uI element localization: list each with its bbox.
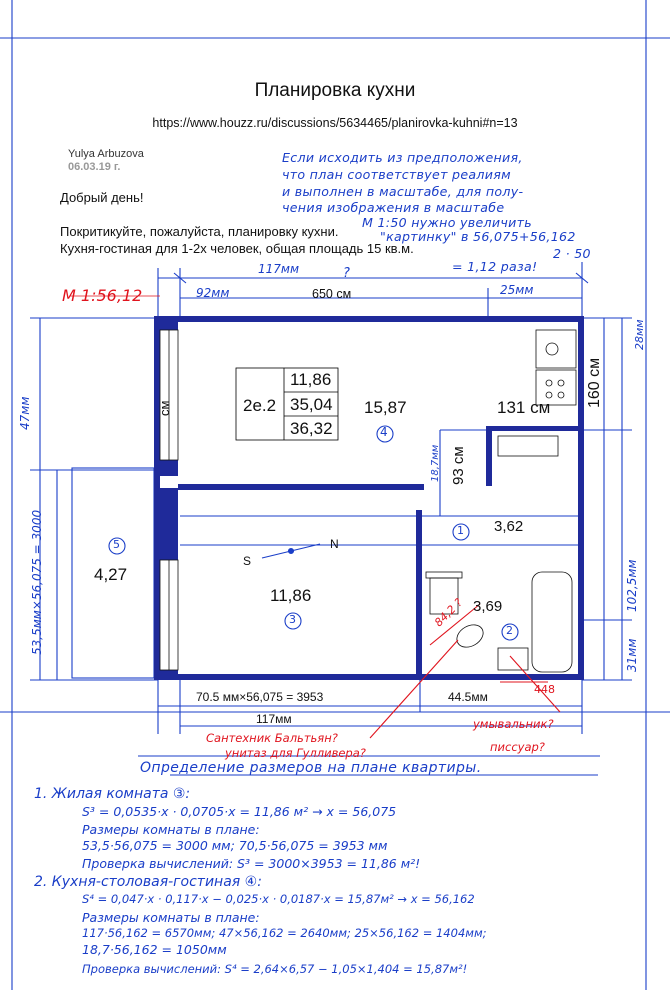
kitchen-area: 15,87 — [364, 398, 407, 417]
bath-dim: 84,2 ? — [432, 596, 466, 630]
calc-item1-line1: S³ = 0,0535·x · 0,0705·x = 11,86 м² → x = 56,075 — [82, 804, 397, 819]
note-line-4: чения изображения в масштабе — [282, 200, 505, 215]
note-line-6: "картинку" в 56,075+56,162 — [380, 229, 576, 244]
dim-bottom-117: 117мм — [256, 712, 292, 726]
dim-93: 93 см — [450, 446, 467, 485]
source-url[interactable]: https://www.houzz.ru/discussions/5634465/planirovka-kuhni#n=13 — [152, 116, 518, 130]
calc-heading: Определение размеров на плане квартиры. — [140, 760, 482, 776]
calc-item2-title: 2. Кухня-столовая-гостиная ④: — [34, 874, 262, 890]
dim-cm-label: см — [157, 400, 172, 416]
red-note-3: умывальник? — [473, 717, 554, 731]
room-table-label: 2е.2 — [243, 396, 277, 415]
note-line-1: Если исходить из предположения, — [282, 150, 523, 165]
dim-top-question: ? — [343, 266, 350, 281]
calc-item2-line3: 117·56,162 = 6570мм; 47×56,162 = 2640мм; 25×56,162 = 1404мм; — [82, 926, 487, 940]
calc-item1-line4: Проверка вычислений: S³ = 3000×3953 = 11,86 м²! — [82, 856, 421, 871]
dim-bottom-448: 448 — [534, 683, 555, 696]
compass-south: S — [243, 554, 252, 568]
calc-item1-line3: 53,5·56,075 = 3000 мм; 70,5·56,075 = 3953 мм — [82, 838, 388, 853]
note-denominator: 2 · 50 — [553, 246, 591, 261]
balcony-number: 5 — [113, 538, 120, 551]
dim-top-width: 650 см — [312, 287, 352, 301]
dim-left-47: 47мм — [18, 396, 32, 430]
red-note-4: писсуар? — [490, 740, 545, 754]
bath-area: 3,69 — [473, 598, 503, 615]
red-note-1: Сантехник Бальтьян? — [206, 731, 338, 745]
dim-160: 160 см — [586, 357, 603, 408]
hall-area: 3,62 — [494, 518, 524, 535]
red-note-2: унитаз для Гулливера? — [225, 746, 366, 760]
greeting-text: Добрый день! — [60, 190, 144, 205]
calc-item2-line2: Размеры комнаты в плане: — [82, 910, 260, 925]
dim-bottom-70: 70.5 мм×56,075 = 3953 — [196, 690, 324, 704]
dim-right-31: 31мм — [625, 638, 639, 672]
hall-number: 1 — [457, 524, 464, 537]
calc-item2-line4: 18,7·56,162 = 1050мм — [82, 942, 227, 957]
dim-top-total: 117мм — [258, 262, 300, 276]
dim-right-102: 102,5мм — [625, 559, 639, 612]
page-title: Планировка кухни — [254, 80, 416, 101]
dim-bottom-44: 44.5мм — [448, 690, 488, 704]
note-line-3: и выполнен в масштабе, для полу- — [282, 184, 524, 199]
note-line-5: М 1:50 нужно увеличить — [362, 215, 532, 230]
room-table-value-3: 36,32 — [290, 419, 333, 438]
post-date: 06.03.19 г. — [68, 161, 121, 173]
dim-18-7: 18,7мм — [430, 444, 441, 482]
dim-top-right: 25мм — [500, 283, 534, 297]
dim-right-28: 28мм — [633, 319, 646, 350]
dim-top-left: 92мм — [196, 286, 230, 300]
room-table-value-2: 35,04 — [290, 395, 333, 414]
bath-number: 2 — [506, 624, 513, 637]
dim-left-room5: 53,5мм×56,075 = 3000 — [30, 509, 44, 655]
note-line-2: что план соответствует реалиям — [282, 167, 511, 182]
dim-131: 131 см — [497, 398, 551, 417]
compass-north: N — [330, 537, 339, 551]
calc-item1-title: 1. Жилая комната ③: — [34, 786, 191, 802]
scale-label: М 1:56,12 — [62, 286, 143, 305]
author-name: Yulya Arbuzova — [68, 148, 144, 160]
room3-area: 11,86 — [270, 586, 312, 605]
note-line-7: = 1,12 раза! — [452, 259, 538, 274]
post-line-2: Кухня-гостиная для 1-2х человек, общая площадь 15 кв.м. — [60, 241, 414, 256]
calc-item2-line1: S⁴ = 0,047·x · 0,117·x − 0,025·x · 0,0187·x = 15,87м² → x = 56,162 — [82, 892, 475, 906]
calc-item2-line5: Проверка вычислений: S⁴ = 2,64×6,57 − 1,05×1,404 = 15,87м²! — [82, 962, 468, 976]
post-line-1: Покритикуйте, пожалуйста, планировку кухни. — [60, 224, 339, 239]
calc-item1-line2: Размеры комнаты в плане: — [82, 822, 260, 837]
room3-number: 3 — [289, 613, 296, 626]
balcony-area: 4,27 — [94, 565, 128, 584]
kitchen-number: 4 — [380, 425, 388, 439]
room-table-value-1: 11,86 — [290, 370, 332, 389]
